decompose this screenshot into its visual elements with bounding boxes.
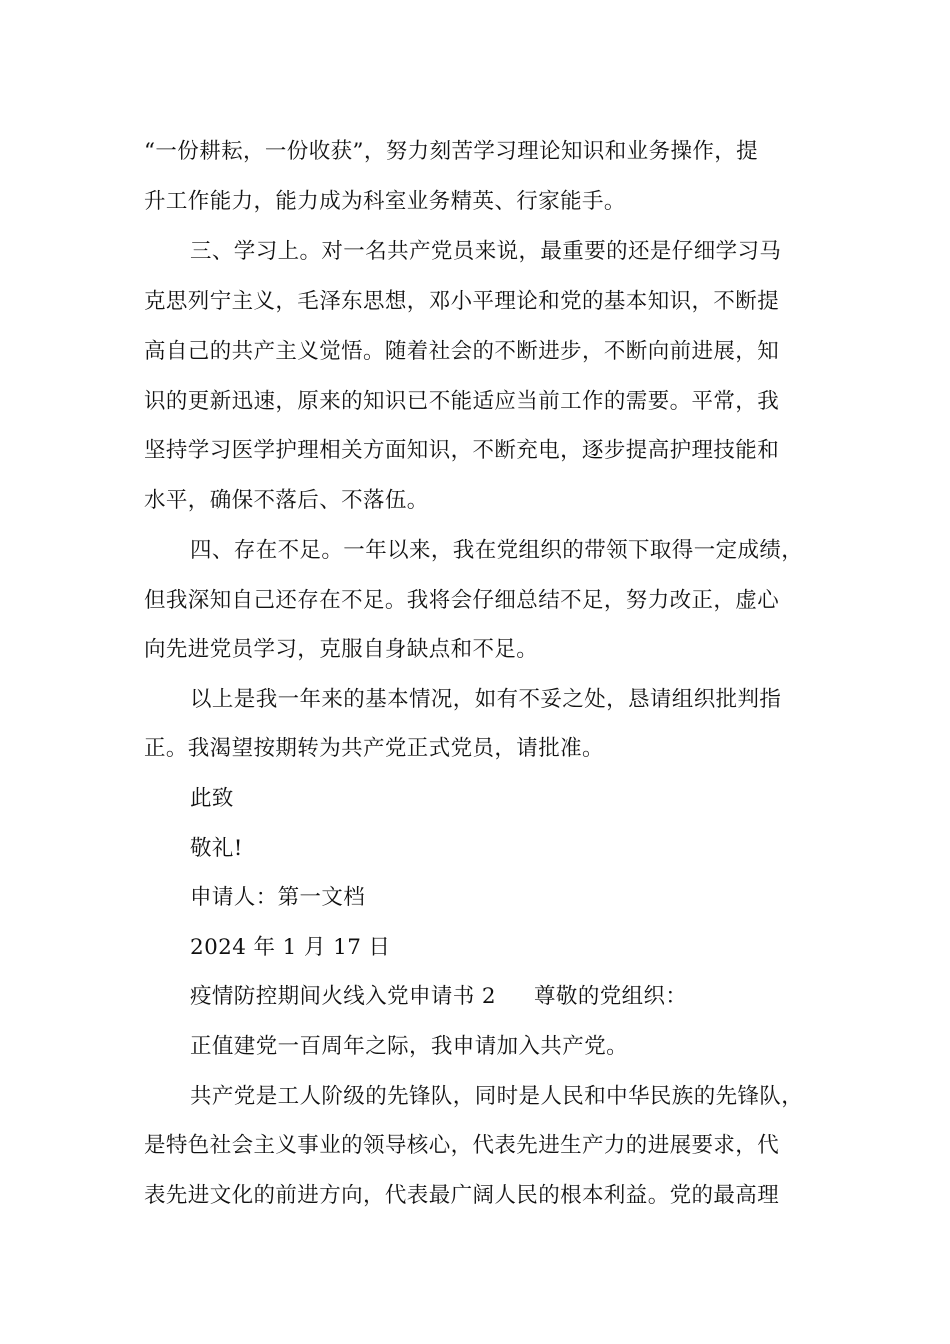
closing-text: 此致	[190, 786, 234, 811]
text-line: 正值建党一百周年之际，我申请加入共产党。	[190, 1034, 629, 1059]
text-line: 识的更新迅速，原来的知识已不能适应当前工作的需要。平常，我	[144, 389, 780, 414]
text-line: 高自己的共产主义觉悟。随着社会的不断进步，不断向前进展，知	[144, 339, 780, 364]
text-line: 向先进党员学习，克服自身缺点和不足。	[144, 637, 539, 662]
text-line: 四、存在不足。一年以来，我在党组织的带领下取得一定成绩，	[190, 538, 804, 563]
text-line: 是特色社会主义事业的领导核心，代表先进生产力的进展要求，代	[144, 1133, 780, 1158]
salutation: 敬礼!	[190, 836, 243, 861]
text-line: “一份耕耘，一份收获”，努力刻苦学习理论知识和业务操作，提	[144, 139, 759, 164]
text-line: 但我深知自己还存在不足。我将会仔细总结不足，努力改正，虚心	[144, 588, 780, 613]
text-line: 克思列宁主义，毛泽东思想，邓小平理论和党的基本知识，不断提	[144, 289, 780, 314]
text-line: 以上是我一年来的基本情况，如有不妥之处，恳请组织批判指	[190, 687, 782, 712]
text-line: 三、学习上。对一名共产党员来说，最重要的还是仔细学习马	[190, 239, 782, 264]
applicant-line: 申请人：第一文档	[190, 885, 366, 910]
addressee: 尊敬的党组织：	[534, 984, 688, 1009]
document-title: 疫情防控期间火线入党申请书 2	[190, 984, 497, 1009]
heading-line	[190, 983, 870, 1011]
text-line: 升工作能力，能力成为科室业务精英、行家能手。	[144, 189, 626, 214]
text-line: 表先进文化的前进方向，代表最广阔人民的根本利益。党的最高理	[144, 1183, 780, 1208]
text-line: 水平，确保不落后、不落伍。	[144, 488, 429, 513]
date-line: 2024 年 1 月 17 日	[190, 935, 391, 960]
text-line: 正。我渴望按期转为共产党正式党员，请批准。	[144, 736, 604, 761]
text-line: 坚持学习医学护理相关方面知识，不断充电，逐步提高护理技能和	[144, 438, 780, 463]
text-line: 共产党是工人阶级的先锋队，同时是人民和中华民族的先锋队，	[190, 1084, 804, 1109]
